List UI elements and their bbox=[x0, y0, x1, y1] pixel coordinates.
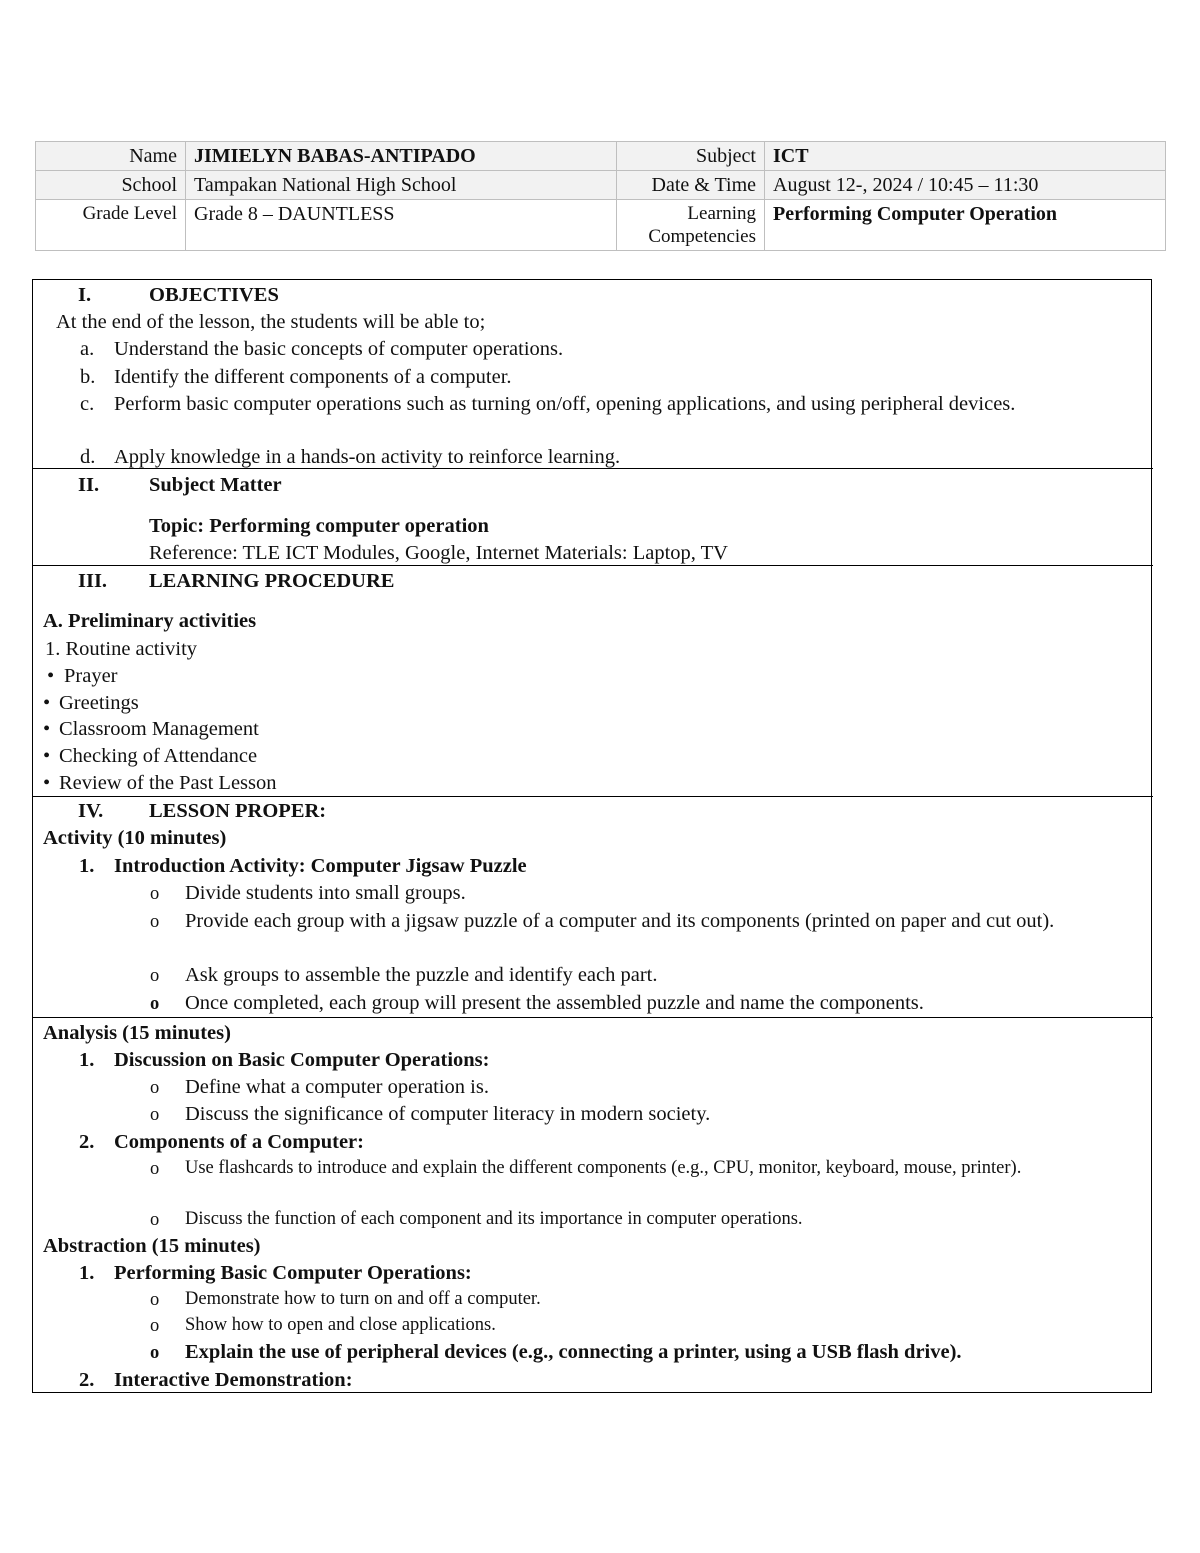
datetime-value: August 12-, 2024 / 10:45 – 11:30 bbox=[765, 171, 1166, 200]
sub-bullet: o bbox=[150, 1210, 160, 1230]
datetime-label: Date & Time bbox=[617, 171, 765, 200]
objective-item: Apply knowledge in a hands-on activity to reinforce learning. bbox=[114, 446, 621, 468]
header-row-grade bbox=[36, 200, 1166, 251]
activity-heading: Activity (10 minutes) bbox=[43, 827, 227, 849]
bullet: • bbox=[47, 665, 55, 687]
subject-matter-number: II. bbox=[78, 474, 100, 496]
analysis-subitem: Discuss the significance of computer literacy in modern society. bbox=[185, 1103, 711, 1125]
sub-bullet: o bbox=[150, 1105, 160, 1125]
objective-marker: a. bbox=[80, 338, 95, 360]
objective-item: Identify the different components of a computer. bbox=[114, 366, 512, 388]
list-number: 1. bbox=[79, 1262, 95, 1284]
sub-bullet: o bbox=[150, 966, 160, 986]
routine-item: Greetings bbox=[59, 692, 139, 714]
subject-matter-title: Subject Matter bbox=[149, 474, 282, 496]
reference-text: Reference: TLE ICT Modules, Google, Internet Materials: Laptop, TV bbox=[149, 542, 728, 564]
routine-item: Classroom Management bbox=[59, 718, 259, 740]
objectives-number: I. bbox=[78, 284, 92, 306]
section-divider bbox=[32, 1017, 1153, 1018]
subject-value: ICT bbox=[765, 142, 1166, 171]
objective-marker: c. bbox=[80, 393, 95, 415]
sub-bullet: o bbox=[150, 1290, 160, 1310]
bullet: • bbox=[43, 772, 51, 794]
competency-value: Performing Computer Operation bbox=[765, 200, 1166, 251]
sub-bullet: o bbox=[150, 912, 160, 932]
objective-marker: b. bbox=[80, 366, 96, 388]
list-number: 2. bbox=[79, 1369, 95, 1391]
activity-item: Introduction Activity: Computer Jigsaw Puzzle bbox=[114, 855, 527, 877]
grade-label: Grade Level bbox=[36, 200, 186, 251]
objective-marker: d. bbox=[80, 446, 96, 468]
header-row-name bbox=[36, 142, 1166, 171]
activity-subitem: Provide each group with a jigsaw puzzle of a computer and its components (printed on paper and cut out). bbox=[185, 910, 1055, 932]
activity-subitem: Once completed, each group will present the assembled puzzle and name the components. bbox=[185, 992, 924, 1014]
sub-bullet: o bbox=[150, 884, 160, 904]
sub-bullet: o bbox=[150, 1159, 160, 1179]
procedure-title: LEARNING PROCEDURE bbox=[149, 570, 395, 592]
school-value: Tampakan National High School bbox=[186, 171, 617, 200]
objectives-title: OBJECTIVES bbox=[149, 284, 279, 306]
analysis-subitem: Use flashcards to introduce and explain the different components (e.g., CPU, monitor, keyboard, mouse, printer). bbox=[185, 1158, 1022, 1178]
procedure-number: III. bbox=[78, 570, 108, 592]
section-divider bbox=[32, 796, 1153, 797]
routine-item: Prayer bbox=[64, 665, 118, 687]
abstraction-item: Interactive Demonstration: bbox=[114, 1369, 353, 1391]
objective-item: Understand the basic concepts of computer operations. bbox=[114, 338, 564, 360]
objectives-intro: At the end of the lesson, the students will be able to; bbox=[56, 311, 486, 333]
bullet: • bbox=[43, 745, 51, 767]
sub-bullet: o bbox=[150, 1316, 160, 1336]
preliminary-heading: A. Preliminary activities bbox=[43, 610, 257, 632]
sub-bullet: o bbox=[150, 1343, 160, 1363]
analysis-subitem: Discuss the function of each component and its importance in computer operations. bbox=[185, 1209, 803, 1229]
header-table bbox=[35, 141, 1166, 251]
grade-value: Grade 8 – DAUNTLESS bbox=[186, 200, 617, 251]
list-number: 1. bbox=[79, 1049, 95, 1071]
abstraction-item: Performing Basic Computer Operations: bbox=[114, 1262, 472, 1284]
analysis-item: Discussion on Basic Computer Operations: bbox=[114, 1049, 490, 1071]
topic-text: Topic: Performing computer operation bbox=[149, 515, 489, 537]
analysis-heading: Analysis (15 minutes) bbox=[43, 1022, 231, 1044]
bullet: • bbox=[43, 692, 51, 714]
abstraction-subitem: Demonstrate how to turn on and off a computer. bbox=[185, 1289, 541, 1309]
header-row-school bbox=[36, 171, 1166, 200]
lesson-title: LESSON PROPER: bbox=[149, 800, 327, 822]
competency-label: Learning Competencies bbox=[617, 200, 765, 251]
sub-bullet: o bbox=[150, 1078, 160, 1098]
abstraction-subitem: Explain the use of peripheral devices (e.g., connecting a printer, using a USB flash drive). bbox=[185, 1341, 962, 1363]
name-label: Name bbox=[36, 142, 186, 171]
activity-subitem: Ask groups to assemble the puzzle and identify each part. bbox=[185, 964, 658, 986]
objective-item: Perform basic computer operations such as turning on/off, opening applications, and using peripheral devices. bbox=[114, 393, 1016, 415]
sub-bullet: o bbox=[150, 994, 160, 1014]
analysis-subitem: Define what a computer operation is. bbox=[185, 1076, 489, 1098]
list-number: 1. bbox=[79, 855, 95, 877]
activity-subitem: Divide students into small groups. bbox=[185, 882, 466, 904]
subject-label: Subject bbox=[617, 142, 765, 171]
bullet: • bbox=[43, 718, 51, 740]
abstraction-subitem: Show how to open and close applications. bbox=[185, 1315, 496, 1335]
routine-item: Review of the Past Lesson bbox=[59, 772, 277, 794]
abstraction-heading: Abstraction (15 minutes) bbox=[43, 1235, 261, 1257]
analysis-item: Components of a Computer: bbox=[114, 1131, 364, 1153]
routine-heading: 1. Routine activity bbox=[45, 638, 198, 660]
school-label: School bbox=[36, 171, 186, 200]
lesson-number: IV. bbox=[78, 800, 104, 822]
routine-item: Checking of Attendance bbox=[59, 745, 258, 767]
name-value: JIMIELYN BABAS-ANTIPADO bbox=[186, 142, 617, 171]
list-number: 2. bbox=[79, 1131, 95, 1153]
